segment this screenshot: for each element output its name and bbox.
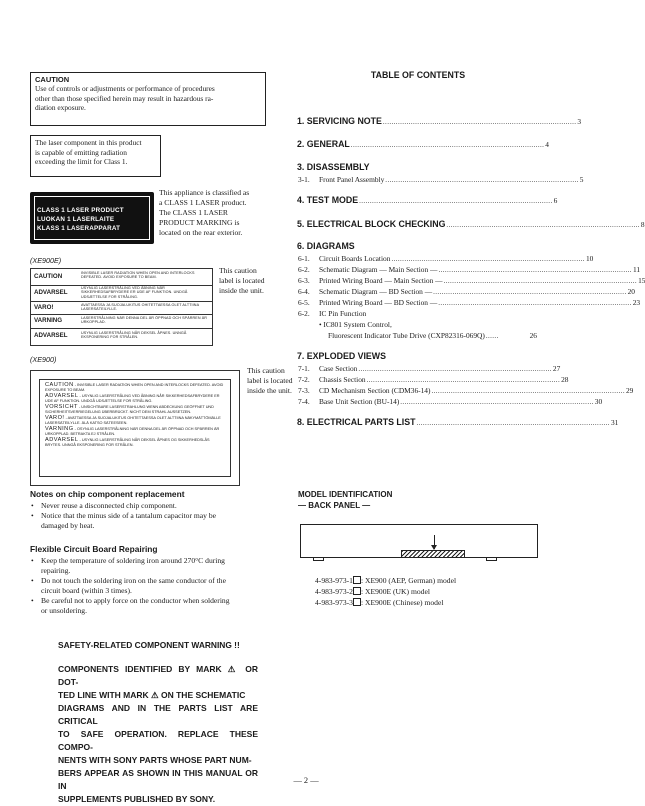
model-line: 4-983-973-3 : XE900E (Chinese) model xyxy=(315,598,444,607)
toc-entry[interactable]: 6-1. Circuit Boards Location .......................................................................................... 10 xyxy=(298,254,594,263)
toc-section[interactable]: 6. DIAGRAMS xyxy=(297,241,355,251)
laser-notice-line: The laser component in this product xyxy=(35,138,142,147)
label-location-note-1: This caution label is located inside the unit. xyxy=(219,266,265,295)
toc-entry[interactable]: 7-4. Base Unit Section (BU-14) .......................................................................................... 30 xyxy=(298,397,603,406)
caution-box xyxy=(30,72,266,126)
model-tag-xe900e: (XE900E) xyxy=(30,256,62,265)
toc-entry[interactable]: 6-4. Schematic Diagram — BD Section — .......................................................................................... 20 xyxy=(298,287,635,296)
arrow-down-icon xyxy=(434,535,435,549)
label-paragraph: CAUTION - INVISIBLE LASER RADIATION WHEN OPEN AND INTERLOCKS DEFEATED. AVOID EXPOSURE TO BEAM. xyxy=(45,382,224,392)
class1-note: This appliance is classified as a CLASS 1 LASER product. The CLASS 1 LASER PRODUCT MARKING is located on the rear exterior. xyxy=(159,188,250,237)
page-number: — 2 — xyxy=(293,776,319,785)
toc-entry[interactable]: 6-5. Printed Wiring Board — BD Section — .......................................................................................... 23 xyxy=(298,298,641,307)
caution-title: CAUTION xyxy=(35,75,70,84)
checkbox-square-icon xyxy=(353,587,361,595)
label-key: CAUTION xyxy=(34,273,63,280)
class1-label-line: LUOKAN 1 LASERLAITE xyxy=(37,216,115,223)
toc-subentry[interactable]: Fluorescent Indicator Tube Drive (CXP82316-069Q) ...... 26 xyxy=(328,331,537,340)
label-paragraph: VORSICHT - UNSICHTBARE LASERSTRAHLUNG WENN ABDECKUNG GEÖFFNET UND SICHERHEITSVERRIEGELUNG ÜBERBRÜCKT. NICHT DEM STRAHL AUSSETZEN. xyxy=(45,404,214,414)
toc-section[interactable]: 5. ELECTRICAL BLOCK CHECKING .......................................................................................... 8 xyxy=(297,219,645,229)
label-key: VARNING xyxy=(34,317,63,324)
safety-warning-body: COMPONENTS IDENTIFIED BY MARK ⚠ OR DOT- TED LINE WITH MARK ⚠ ON THE SCHEMATIC DIAGRAMS AND IN THE PARTS LIST ARE CRITICAL TO SAFE OPERATION. REPLACE THESE COMPO- NENTS WITH SONY PARTS WHOSE PART NUM- BERS APPEAR AS SHOWN IN THIS MANUAL OR IN SUPPLEMENTS PUBLISHED BY SONY. xyxy=(58,664,258,804)
toc-entry[interactable]: 7-1. Case Section .......................................................................................... 27 xyxy=(298,364,561,373)
model-identification xyxy=(298,489,392,511)
toc-entry[interactable]: 6-2. IC Pin Function xyxy=(298,309,367,318)
toc-entry[interactable]: 6-2. Schematic Diagram — Main Section — .......................................................................................... 11 xyxy=(298,265,641,274)
class1-label-line: CLASS 1 LASER PRODUCT xyxy=(37,207,124,214)
caution-line: diation exposure. xyxy=(35,103,86,113)
toc-section[interactable]: 2. GENERAL .......................................................................................... 4 xyxy=(297,139,549,149)
label-text: USYNLIG LASERSTRÅLING NÅR DEKSEL ÅPNES. UNNGÅ EKSPONERING FOR STRÅLEN. xyxy=(81,331,187,340)
toc-section[interactable]: 7. EXPLODED VIEWS xyxy=(297,351,386,361)
caution-line: Use of controls or adjustments or performance of procedures xyxy=(35,84,215,93)
label-text: USYNLIG LASERSTRÅLING VED ÅBNING NÅR SIKKERHEDSAFBRYDERE ER UDE AF FUNKTION. UNDGÅ UDSÆTTELSE FOR STRÅLING. xyxy=(81,286,188,299)
model-line: 4-983-973-1 : XE900 (AEP, German) model xyxy=(315,576,457,585)
caution-label-xe900e xyxy=(30,268,213,346)
model-line: 4-983-973-2 : XE900E (UK) model xyxy=(315,587,430,596)
label-paragraph: VARO! - AVATTAESSA JA SUOJALUKITUS OHITETTAESSA OLET ALTTIINA NÄKYMÄTTÖMÄLLE LASERSÄTEILYLLE. ÄLÄ KATSO SÄTEESEEN. xyxy=(45,415,221,425)
list-item: • Be careful not to apply force on the conductor when soldering or unsoldering. xyxy=(31,596,273,616)
caution-line: other than those specified herein may result in hazardous ra- xyxy=(35,93,214,103)
laser-notice-line: exceeding the limit for Class 1. xyxy=(35,157,128,167)
label-key: ADVARSEL xyxy=(34,289,68,296)
list-item: • Notice that the minus side of a tantalum capacitor may be damaged by heat. xyxy=(31,511,273,531)
back-panel-diagram xyxy=(300,524,538,558)
laser-notice-line: is capable of emitting radiation xyxy=(35,147,127,157)
label-text: INVISIBLE LASER RADIATION WHEN OPEN AND INTERLOCKS DEFEATED. AVOID EXPOSURE TO BEAM. xyxy=(81,271,195,280)
toc-section[interactable]: 1. SERVICING NOTE .......................................................................................... 3 xyxy=(297,116,582,126)
checkbox-square-icon xyxy=(353,598,361,606)
label-text: AVATTAESSA JA SUOJALUKITUS OHITETTAESSA OLET ALTTIINA LASERSÄTEILYLLE. xyxy=(81,303,199,312)
model-tag-xe900: (XE900) xyxy=(30,355,57,364)
list-item: • Do not touch the soldering iron on the same conductor of the circuit board (within 3 times). xyxy=(31,576,273,596)
chip-notes-list xyxy=(31,501,273,531)
toc-section[interactable]: 3. DISASSEMBLY xyxy=(297,162,370,172)
toc-entry[interactable]: 6-3. Printed Wiring Board — Main Section — .......................................................................................... 15 xyxy=(298,276,645,285)
model-label-tag xyxy=(401,550,465,558)
label-paragraph: ADVARSEL - USYNLIG LASERSTRÅLING NÅR DEKSEL ÅPNES OG SIKKERHEDSLÅS BRYTES. UNNGÅ EKSPONERING FOR STRÅLEN. xyxy=(45,437,210,447)
panel-foot xyxy=(313,557,324,561)
panel-foot xyxy=(486,557,497,561)
flex-board-heading: Flexible Circuit Board Repairing xyxy=(30,544,158,554)
toc-entry[interactable]: 7-3. CD Mechanism Section (CDM36-14) .......................................................................................... 29 xyxy=(298,386,634,395)
label-paragraph: ADVARSEL - USYNLIG LASERSTRÅLING VED ÅBNING NÅR SIKKERHEDSAFBRYDERE ER UDE AF FUNKTION. UNDGÅ UDSÆTTELSE FOR STRÅLING. xyxy=(45,393,220,403)
list-item: • Never reuse a disconnected chip component. xyxy=(31,501,273,511)
model-id-subtitle: — BACK PANEL — xyxy=(298,501,371,510)
class1-label-line: KLASS 1 LASERAPPARAT xyxy=(37,225,121,232)
toc-entry[interactable]: 3-1. Front Panel Assembly .......................................................................................... 5 xyxy=(298,175,584,184)
toc-section[interactable]: 4. TEST MODE .......................................................................................... 6 xyxy=(297,195,558,205)
label-paragraph: VARNING - OSYNLIG LASERSTRÅLNING NÄR DENNA DEL ÄR ÖPPNAD OCH SPÄRREN ÄR URKOPPLAD. BETRAKTA EJ STRÅLEN. xyxy=(45,426,220,436)
caution-label-xe900 xyxy=(30,370,240,486)
caution-text xyxy=(35,84,261,113)
label-key: VARO! xyxy=(34,304,54,311)
toc-subentry: • IC801 System Control, xyxy=(319,320,392,329)
toc-section[interactable]: 8. ELECTRICAL PARTS LIST .......................................................................................... 31 xyxy=(297,417,619,427)
list-item: • Keep the temperature of soldering iron around 270°C during repairing. xyxy=(31,556,273,576)
model-id-title: MODEL IDENTIFICATION xyxy=(298,490,393,499)
toc-entry[interactable]: 7-2. Chassis Section .......................................................................................... 28 xyxy=(298,375,569,384)
safety-warning-title: SAFETY-RELATED COMPONENT WARNING !! xyxy=(58,640,240,650)
label-key: ADVARSEL xyxy=(34,332,68,339)
label-location-note-2: This caution label is located inside the unit. xyxy=(247,366,293,395)
flex-board-list xyxy=(31,556,273,616)
laser-notice-box xyxy=(30,135,161,177)
checkbox-square-icon xyxy=(353,576,361,584)
class1-laser-label xyxy=(30,192,154,244)
label-text: LASERSTRÅLNING NÄR DENNA DEL ÄR ÖPPNAD OCH SPÄRREN ÄR URKOPPLAD. xyxy=(81,316,208,325)
toc-title: TABLE OF CONTENTS xyxy=(370,70,466,80)
chip-notes-heading: Notes on chip component replacement xyxy=(30,489,185,499)
